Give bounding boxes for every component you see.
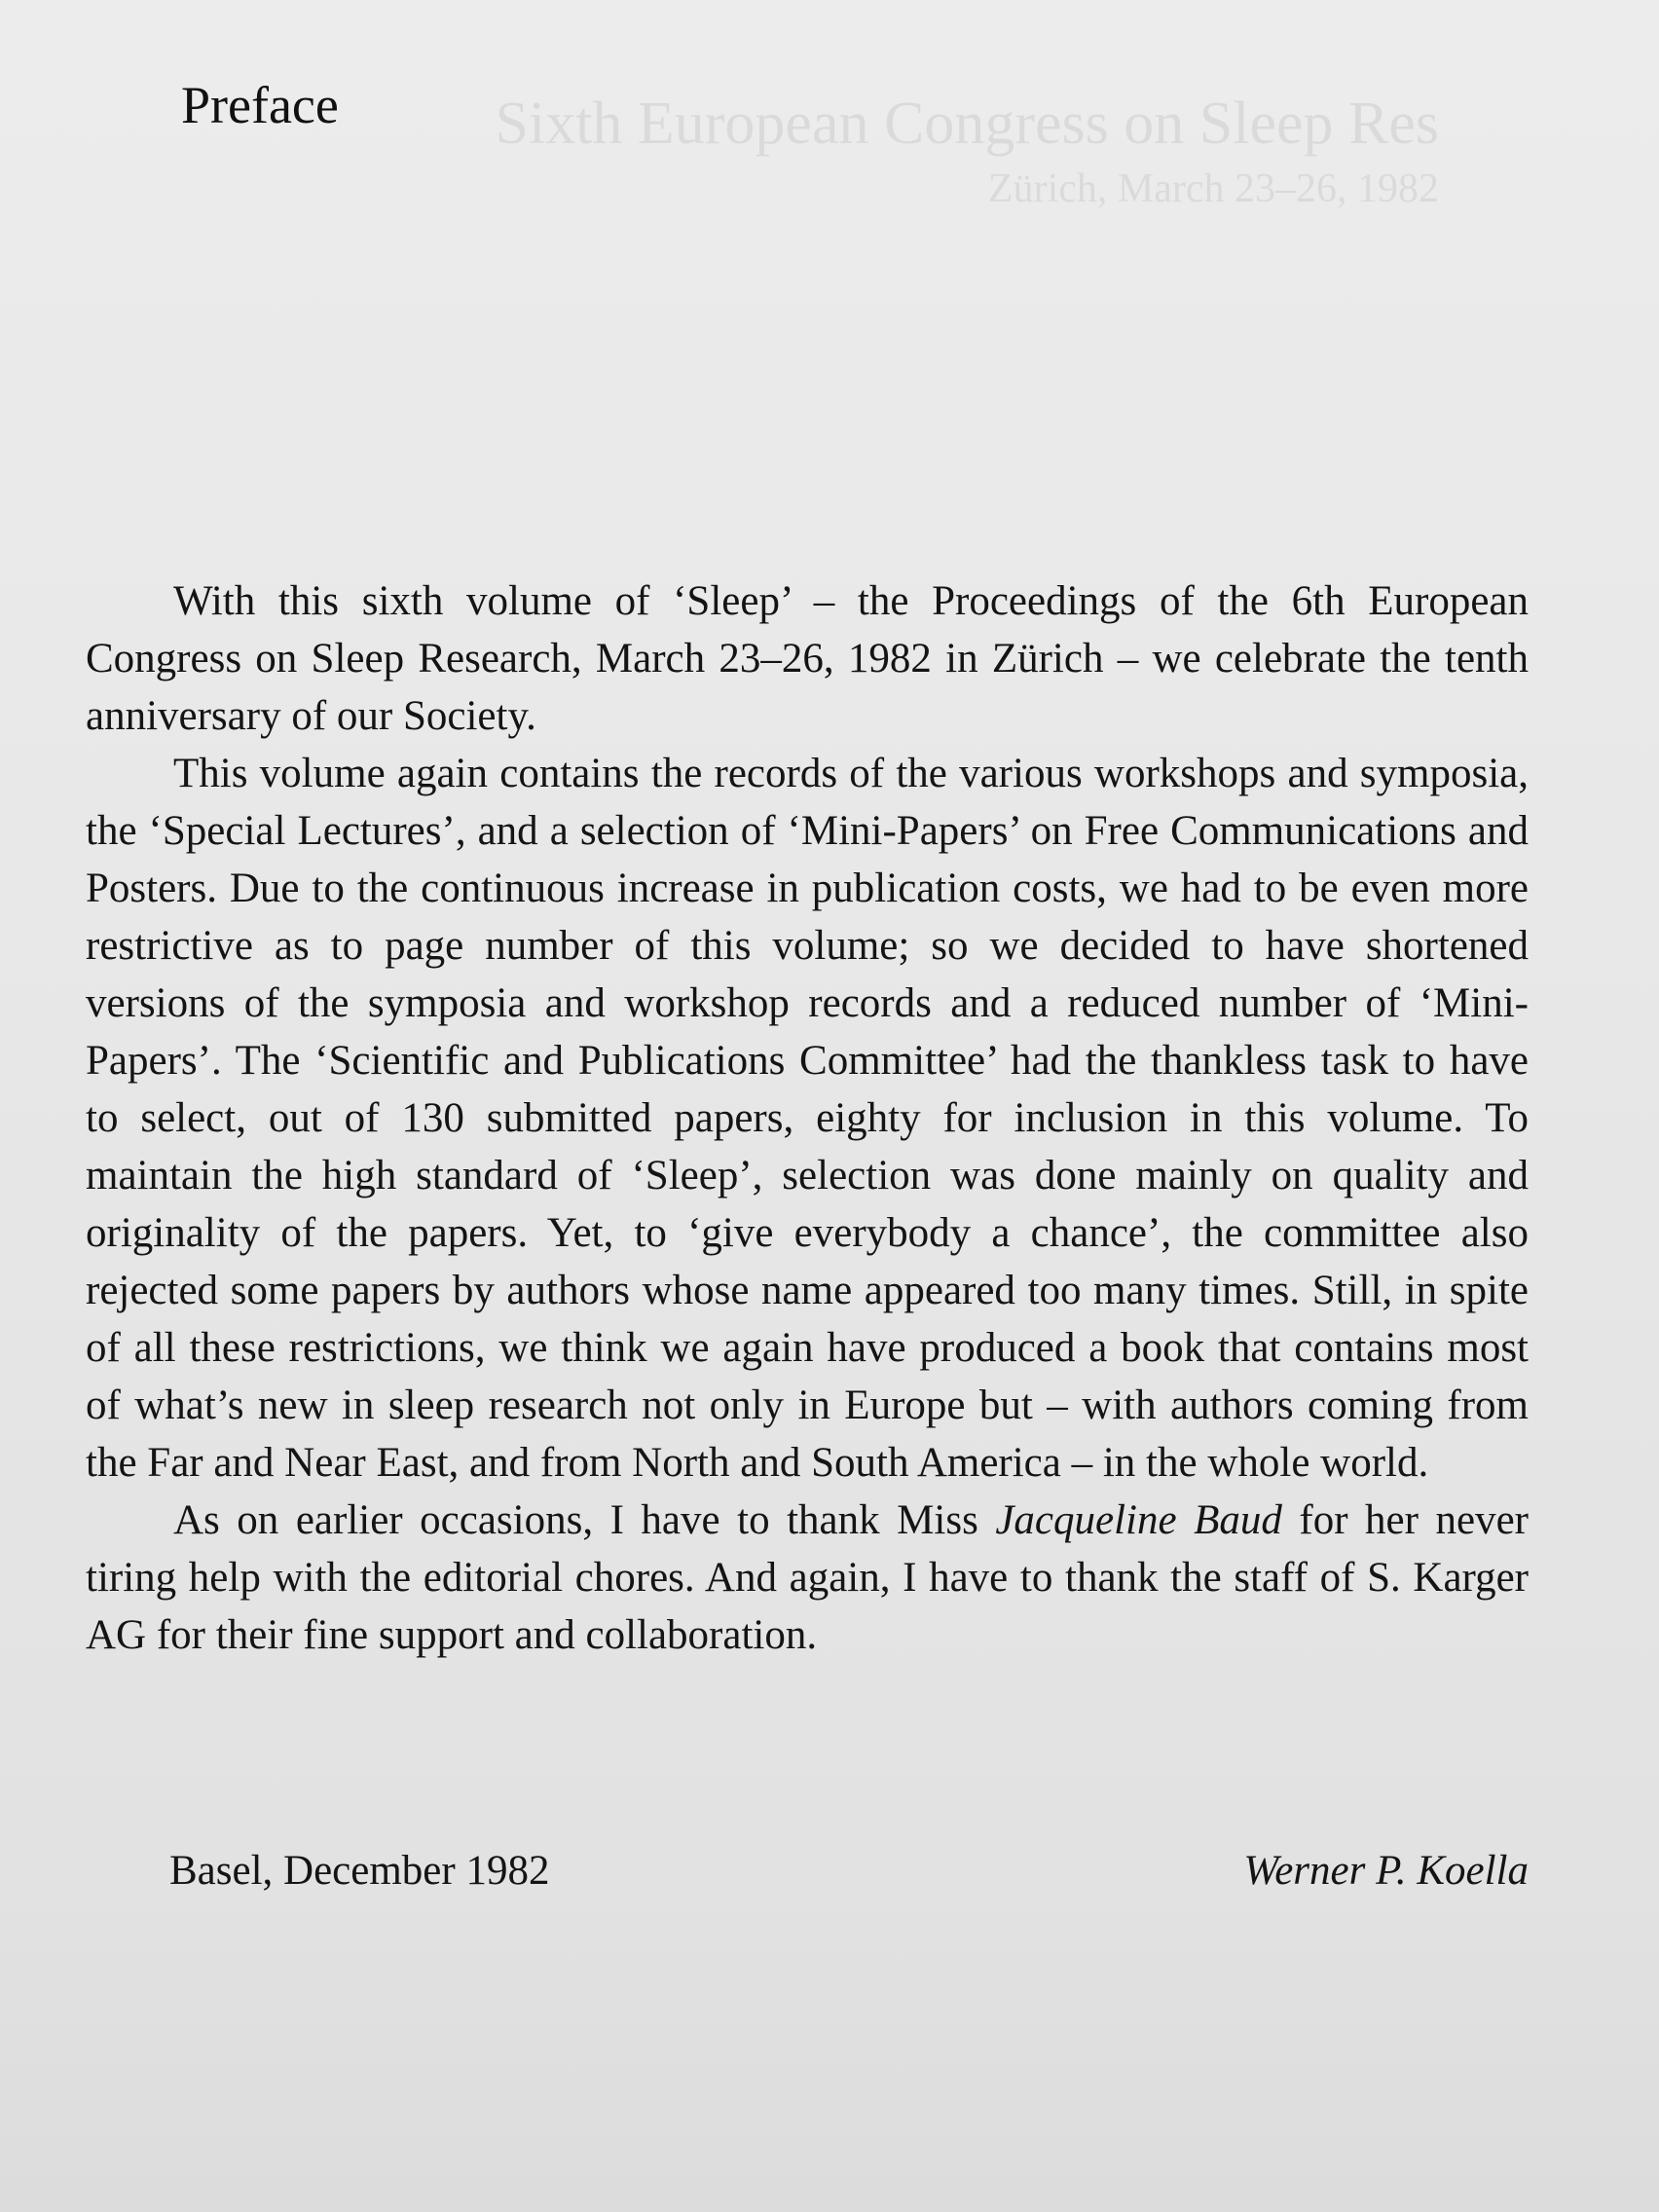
paragraph-1: With this sixth volume of ‘Sleep’ – the Proceedings of the 6th European Congress on Sleep Research, March 23–26, 1982 in Zürich – we celebrate the tenth anniversary of our Society. — [86, 578, 1529, 739]
signature-row — [86, 1842, 1529, 1900]
author-signature: Werner P. Koella — [1243, 1848, 1529, 1894]
bleed-through-text: Sixth European Congress on Sleep Res — [495, 91, 1439, 157]
preface-body — [86, 572, 1529, 1664]
bleed-through-text: Zürich, March 23–26, 1982 — [987, 166, 1439, 211]
paragraph-3 — [86, 1492, 1529, 1664]
place-date: Basel, December 1982 — [169, 1848, 550, 1894]
paragraph-2: This volume again contains the records of the various workshops and symposia, the ‘Special Lectures’, and a selection of ‘Mini-Papers’ on Free Communications and Posters. Due to the continuous increase in publication costs, we had to be even more restrictive as to page number of this volume; so we decided to have shortened versions of the symposia and workshop records and a reduced number of ‘Mini-Papers’. The ‘Scientific and Publications Committee’ had the thankless task to have to select, out of 130 submitted papers, eighty for inclusion in this volume. To maintain the high standard of ‘Sleep’, selection was done mainly on quality and originality of the papers. Yet, to ‘give everybody a chance’, the committee also rejected some papers by authors whose name appeared too many times. Still, in spite of all these restrictions, we think we again have produced a book that contains most of what’s new in sleep research not only in Europe but – with authors coming from the Far and Near East, and from North and South America – in the whole world. — [86, 751, 1529, 1486]
paragraph-3-before: As on earlier occasions, I have to thank Miss — [173, 1497, 996, 1543]
paragraph-3-after: for her never tiring help with the editorial chores. And again, I have to thank the staff of S. Karger AG for their fine support and collaboration. — [86, 1497, 1529, 1658]
page-title: Preface — [181, 76, 339, 134]
acknowledged-name: Jacqueline Baud — [995, 1497, 1282, 1543]
